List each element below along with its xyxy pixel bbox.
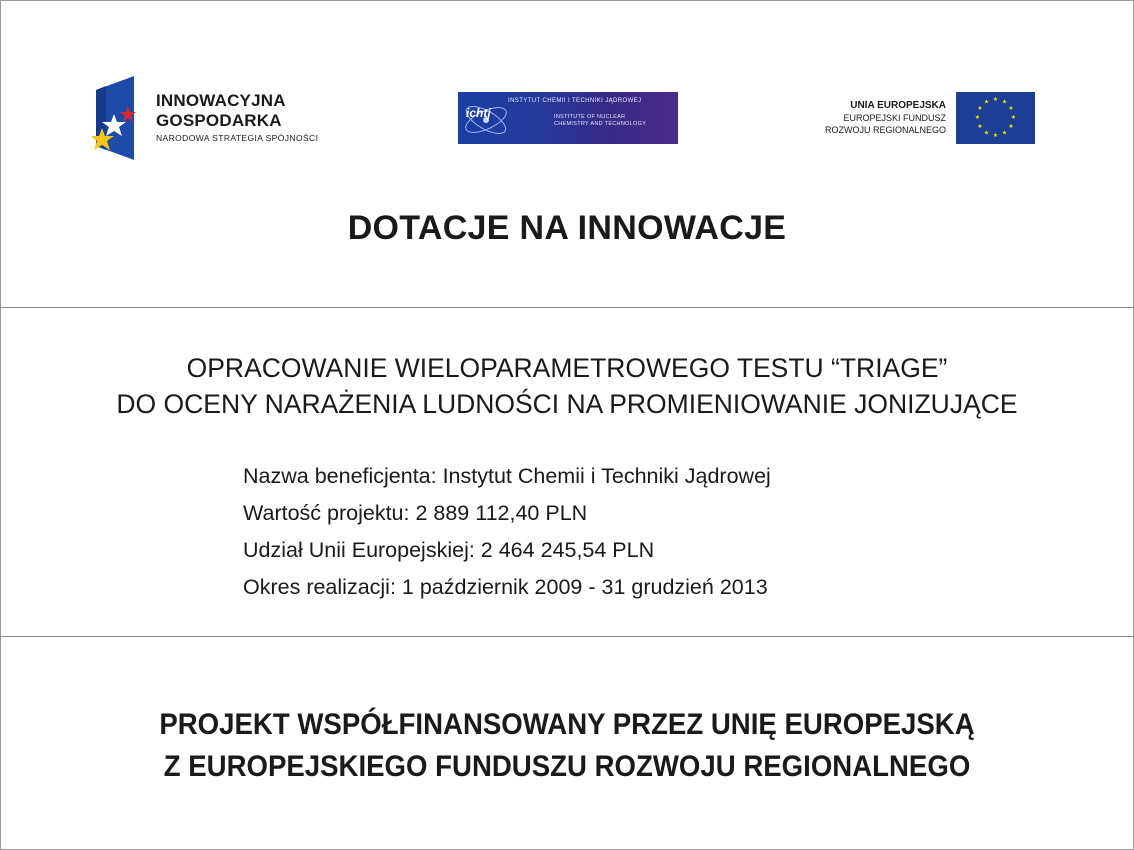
ichtj-logo: [458, 92, 678, 144]
svg-text:★: ★: [974, 114, 981, 121]
innowacyjna-gospodarka-emblem-icon: [92, 76, 152, 160]
eu-logo-line1: UNIA EUROPEJSKA: [850, 100, 946, 111]
ichtj-sub-line2: CHEMISTRY AND TECHNOLOGY: [554, 121, 647, 127]
innowacyjna-logo-line2: GOSPODARKA: [156, 111, 282, 130]
footer-line1: PROJEKT WSPÓŁFINANSOWANY PRZEZ UNIĘ EUROPEJSKĄ: [159, 708, 975, 741]
eu-logo-line3: ROZWOJU REGIONALNEGO: [824, 125, 946, 135]
subtitle-line2: DO OCENY NARAŻENIA LUDNOŚCI NA PROMIENIOWANIE JONIZUJĄCE: [116, 389, 1018, 419]
project-subtitle: [0, 350, 1134, 422]
ichtj-sub-line1: INSTITUTE OF NUCLEAR: [554, 114, 626, 120]
svg-text:★: ★: [983, 129, 990, 137]
svg-text:★: ★: [983, 98, 990, 106]
detail-eu-share: Udział Unii Europejskiej: 2 464 245,54 PLN: [243, 538, 655, 562]
svg-text:★: ★: [992, 96, 999, 103]
detail-period: Okres realizacji: 1 październik 2009 - 31 grudzień 2013: [243, 575, 768, 599]
innowacyjna-logo-line1: INNOWACYJNA: [156, 91, 286, 110]
svg-text:★: ★: [1001, 98, 1008, 106]
innowacyjna-gospodarka-logo: [92, 76, 342, 160]
innowacyjna-logo-line3: NARODOWA STRATEGIA SPÓJNOŚCI: [156, 133, 319, 143]
detail-beneficiary: Nazwa beneficjenta: Instytut Chemii i Techniki Jądrowej: [243, 464, 771, 488]
svg-text:★: ★: [992, 132, 999, 139]
cofinancing-statement: [45, 704, 1088, 788]
svg-text:★: ★: [1001, 129, 1008, 137]
project-details: [243, 458, 771, 606]
divider-top: [0, 307, 1134, 308]
eu-logo-line2: EUROPEJSKI FUNDUSZ: [843, 113, 946, 123]
svg-text:★: ★: [977, 123, 983, 130]
svg-text:★: ★: [1010, 114, 1017, 121]
ichtj-mark: ichtj: [466, 106, 491, 120]
detail-project-value: Wartość projektu: 2 889 112,40 PLN: [243, 501, 588, 525]
svg-text:★: ★: [1008, 123, 1014, 130]
divider-bottom: [0, 636, 1134, 637]
eu-flag-icon: [956, 92, 1035, 144]
footer-line2: Z EUROPEJSKIEGO FUNDUSZU ROZWOJU REGIONALNEGO: [163, 750, 971, 783]
page-title: DOTACJE NA INNOWACJE: [347, 209, 787, 247]
svg-text:★: ★: [1008, 105, 1014, 112]
eu-logo-text: [790, 100, 946, 136]
subtitle-line1: OPRACOWANIE WIELOPARAMETROWEGO TESTU “TRIAGE”: [186, 353, 948, 383]
svg-text:★: ★: [977, 105, 983, 112]
ichtj-top-text: INSTYTUT CHEMII I TECHNIKI JĄDROWEJ: [508, 98, 642, 104]
